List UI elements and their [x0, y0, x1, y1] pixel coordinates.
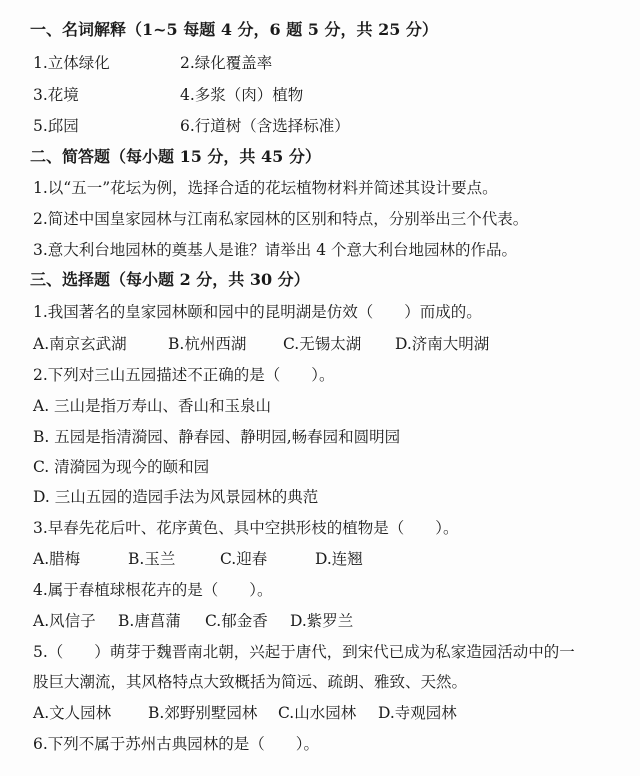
q3-option-c: C.迎春: [220, 550, 268, 568]
section1-heading: 一、名词解释（1~5 每题 4 分，6 题 5 分，共 25 分）: [30, 20, 438, 39]
q1-stem: 1.我国著名的皇家园林颐和园中的昆明湖是仿效（ ）而成的。: [33, 303, 482, 321]
term-3: 3.花境: [33, 86, 79, 104]
q1-option-b: B.杭州西湖: [168, 335, 247, 353]
term-1: 1.立体绿化: [33, 54, 110, 72]
q1-option-d: D.济南大明湖: [395, 335, 490, 353]
q5-option-c: C.山水园林: [278, 704, 357, 722]
term-2: 2.绿化覆盖率: [180, 54, 273, 72]
q2-option-b: B. 五园是指清漪园、静春园、静明园,畅春园和圆明园: [33, 428, 401, 446]
q1-option-c: C.无锡太湖: [283, 335, 362, 353]
q2-stem: 2.下列对三山五园描述不正确的是（ ）。: [33, 366, 335, 384]
section2-heading: 二、简答题（每小题 15 分，共 45 分）: [30, 147, 321, 166]
short-answer-2: 2.简述中国皇家园林与江南私家园林的区别和特点，分别举出三个代表。: [33, 210, 529, 228]
q6-stem: 6.下列不属于苏州古典园林的是（ ）。: [33, 735, 320, 753]
section3-heading: 三、选择题（每小题 2 分，共 30 分）: [30, 270, 310, 289]
q3-option-a: A.腊梅: [33, 550, 81, 568]
term-5: 5.邱园: [33, 117, 79, 135]
q5-option-d: D.寺观园林: [378, 704, 457, 722]
q5-option-a: A.文人园林: [33, 704, 112, 722]
q3-stem: 3.早春先花后叶、花序黄色、具中空拱形枝的植物是（ ）。: [33, 519, 459, 537]
q4-option-d: D.紫罗兰: [290, 612, 354, 630]
q3-option-b: B.玉兰: [128, 550, 176, 568]
q4-option-a: A.风信子: [33, 612, 96, 630]
term-6: 6.行道树（含选择标准）: [180, 117, 350, 135]
term-4: 4.多浆（肉）植物: [180, 86, 304, 104]
q3-option-d: D.连翘: [315, 550, 363, 568]
q5-stem-line2: 股巨大潮流，其风格特点大致概括为简远、疏朗、雅致、天然。: [33, 673, 468, 691]
short-answer-1: 1.以“五一”花坛为例，选择合适的花坛植物材料并简述其设计要点。: [33, 179, 498, 197]
q4-option-c: C.郁金香: [205, 612, 268, 630]
q4-option-b: B.唐菖蒲: [118, 612, 181, 630]
q4-stem: 4.属于春植球根花卉的是（ ）。: [33, 581, 273, 599]
q2-option-a: A. 三山是指万寿山、香山和玉泉山: [33, 397, 272, 415]
q5-stem-line1: 5.（ ）萌芽于魏晋南北朝，兴起于唐代，到宋代已成为私家造园活动中的一: [33, 643, 575, 661]
q1-option-a: A.南京玄武湖: [33, 335, 127, 353]
short-answer-3: 3.意大利台地园林的奠基人是谁？请举出 4 个意大利台地园林的作品。: [33, 241, 518, 259]
q5-option-b: B.郊野别墅园林: [148, 704, 258, 722]
q2-option-c: C. 清漪园为现今的颐和园: [33, 458, 210, 476]
q2-option-d: D. 三山五园的造园手法为风景园林的典范: [33, 488, 319, 506]
